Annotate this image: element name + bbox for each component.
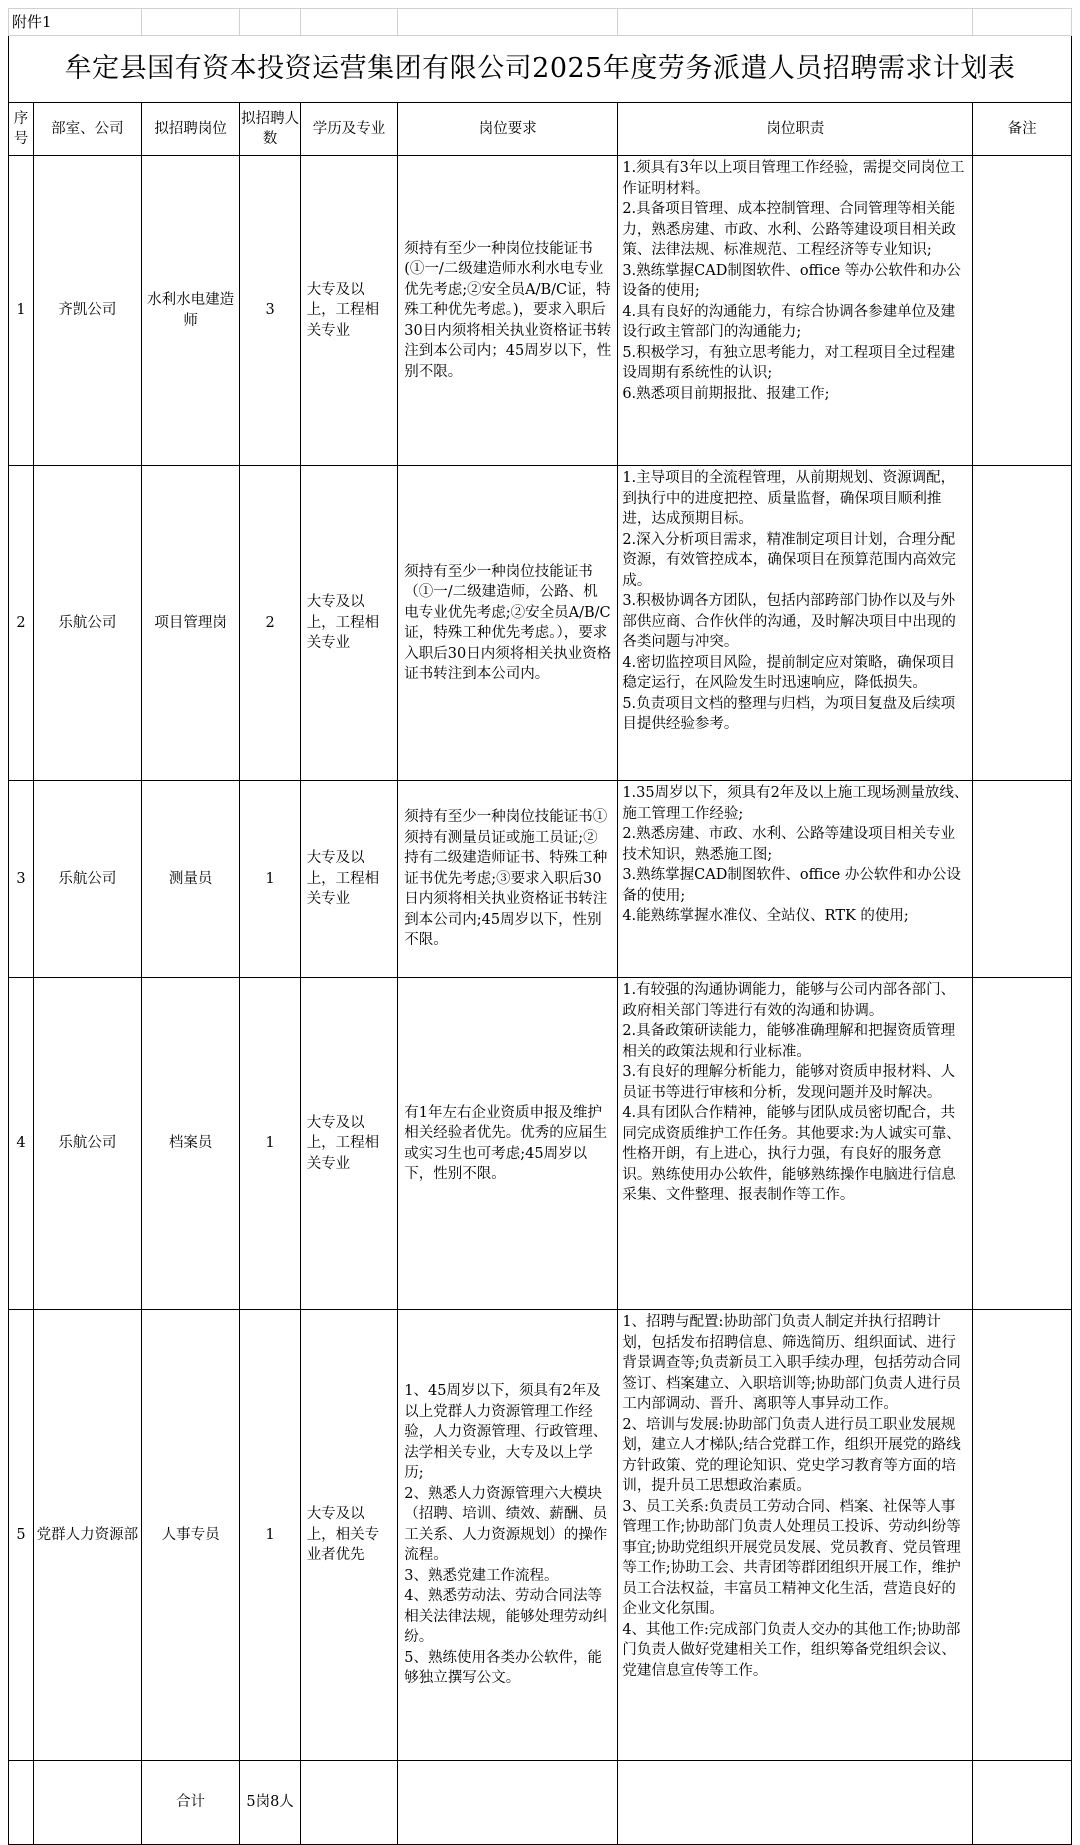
header-requirements: 岗位要求 xyxy=(398,103,618,156)
recruitment-plan-sheet xyxy=(8,8,1072,1814)
table-row xyxy=(9,978,1072,1310)
cell-position: 水利水电建造师 xyxy=(141,156,240,466)
cell-duties xyxy=(618,1310,973,1761)
cell-education: 大专及以上，工程相关专业 xyxy=(300,466,398,781)
duty-item: 3.有良好的理解分析能力，能够对资质申报材料、人员证书等进行审核和分析，发现问题并及时解决。 xyxy=(622,1064,956,1101)
attachment-label: 附件1 xyxy=(9,9,142,36)
cell-education: 大专及以上，工程相关专业 xyxy=(300,156,398,466)
cell-requirements xyxy=(398,1310,618,1761)
total-row xyxy=(9,1761,1072,1845)
cell-duties xyxy=(618,781,973,978)
duty-item: 2.深入分析项目需求，精准制定项目计划，合理分配资源，有效管控成本，确保项目在预算范围内高效完成。 xyxy=(622,531,956,589)
cell-notes xyxy=(973,978,1072,1310)
cell-dept: 齐凯公司 xyxy=(33,156,141,466)
cell-dept: 乐航公司 xyxy=(33,466,141,781)
cell-duties xyxy=(618,978,973,1310)
cell-education: 大专及以上，工程相关专业 xyxy=(300,978,398,1310)
cell-education: 大专及以上，工程相关专业 xyxy=(300,781,398,978)
header-duties: 岗位职责 xyxy=(618,103,973,156)
cell-dept: 党群人力资源部 xyxy=(33,1310,141,1761)
duty-item: 1.须具有3年以上项目管理工作经验，需提交同岗位工作证明材料。 xyxy=(622,160,965,197)
header-dept: 部室、公司 xyxy=(33,103,141,156)
duty-item: 1.35周岁以下，须具有2年及以上施工现场测量放线、施工管理工作经验; xyxy=(622,785,969,822)
cell-count: 1 xyxy=(240,978,300,1310)
duty-item: 3.熟练掌握CAD制图软件、office 等办公软件和办公设备的使用; xyxy=(622,262,961,299)
duty-item: 2.具备政策研读能力，能够准确理解和把握资质管理相关的政策法规和行业标准。 xyxy=(622,1023,956,1060)
duty-item: 2、培训与发展:协助部门负责人进行员工职业发展规划，建立人才梯队;结合党群工作，组织开展党的路线方针政策、党的理论知识、党史学习教育等方面的培训，提升员工思想政治素质。 xyxy=(622,1416,961,1494)
duty-item: 4、其他工作:完成部门负责人交办的其他工作;协助部门负责人做好党建相关工作，组织筹备党组织会议、党建信息宣传等工作。 xyxy=(622,1621,961,1679)
requirement-item: 3、熟悉党建工作流程。 xyxy=(404,1567,559,1584)
duty-item: 4.具有团队合作精神，能够与团队成员密切配合，共同完成资质维护工作任务。其他要求:为人诚实可靠、性格开朗，有上进心，执行力强，有良好的服务意识。熟练使用办公软件，能够熟练操作电脑进行信息采集、文件整理、报表制作等工作。 xyxy=(622,1105,961,1203)
duty-item: 1、招聘与配置:协助部门负责人制定并执行招聘计划，包括发布招聘信息、筛选简历、组织面试、进行背景调查等;负责新员工入职手续办理，包括劳动合同签订、档案建立、入职培训等;协助部门负责人进行员工内部调动、晋升、离职等人事异动工作。 xyxy=(622,1314,961,1412)
duty-item: 4.具有良好的沟通能力，有综合协调各参建单位及建设行政主管部门的沟通能力; xyxy=(622,303,956,340)
table-row xyxy=(9,1310,1072,1761)
cell-requirements: 须持有至少一种岗位技能证书①须持有测量员证或施工员证;②持有二级建造师证书、特殊工种证书优先考虑;③要求入职后30日内须将相关执业资格证书转注到本公司内;45周岁以下，性别不限。 xyxy=(398,781,618,978)
duty-item: 4.能熟练掌握水准仪、全站仪、RTK 的使用; xyxy=(622,908,909,924)
cell-seq: 5 xyxy=(9,1310,34,1761)
cell-count: 2 xyxy=(240,466,300,781)
cell-requirements: 须持有至少一种岗位技能证书（①一/二级建造师，公路、机电专业优先考虑;②安全员A/B/C证，特殊工种优先考虑。），要求入职后30日内须将相关执业资格证书转注到本公司内。 xyxy=(398,466,618,781)
table-row xyxy=(9,781,1072,978)
cell-notes xyxy=(973,781,1072,978)
cell-seq: 4 xyxy=(9,978,34,1310)
requirement-item: 1、45周岁以下，须具有2年及以上党群人力资源管理工作经验，人力资源管理、行政管理、法学相关专业，大专及以上学历; xyxy=(404,1383,608,1482)
title-row xyxy=(9,36,1072,103)
cell-notes xyxy=(973,1310,1072,1761)
cell-count: 3 xyxy=(240,156,300,466)
cell-position: 档案员 xyxy=(141,978,240,1310)
requirement-item: 4、熟悉劳动法、劳动合同法等相关法律法规，能够处理劳动纠纷。 xyxy=(404,1588,608,1646)
cell-dept: 乐航公司 xyxy=(33,978,141,1310)
header-count: 拟招聘人数 xyxy=(240,103,300,156)
cell-notes xyxy=(973,466,1072,781)
cell-count: 1 xyxy=(240,781,300,978)
cell-requirements: 须持有至少一种岗位技能证书(①一/二级建造师水利水电专业优先考虑;②安全员A/B/C证，特殊工种优先考虑。)，要求入职后30日内须将相关执业资格证书转注到本公司内；45周岁以下，性别不限。 xyxy=(398,156,618,466)
duty-item: 6.熟悉项目前期报批、报建工作; xyxy=(622,385,830,402)
duty-item: 1.主导项目的全流程管理，从前期规划、资源调配，到执行中的进度把控、质量监督，确保项目顺利推进，达成预期目标。 xyxy=(622,470,956,527)
page-title: 牟定县国有资本投资运营集团有限公司2025年度劳务派遣人员招聘需求计划表 xyxy=(9,36,1072,103)
duty-item: 5.负责项目文档的整理与归档，为项目复盘及后续项目提供经验参考。 xyxy=(622,695,956,732)
duty-item: 2.具备项目管理、成本控制管理、合同管理等相关能力，熟悉房建、市政、水利、公路等建设项目相关政策、法律法规、标准规范、工程经济等专业知识; xyxy=(622,201,956,258)
duty-item: 3.积极协调各方团队，包括内部跨部门协作以及与外部供应商、合作伙伴的沟通，及时解决项目中出现的各类问题与冲突。 xyxy=(622,593,956,650)
table-row xyxy=(9,156,1072,466)
recruitment-table xyxy=(8,8,1072,1845)
header-education: 学历及专业 xyxy=(300,103,398,156)
duty-item: 3.熟练掌握CAD制图软件、office 办公软件和办公设备的使用; xyxy=(622,867,961,904)
cell-seq: 3 xyxy=(9,781,34,978)
cell-duties xyxy=(618,466,973,781)
requirement-item: 2、熟悉人力资源管理六大模块（招聘、培训、绩效、薪酬、员工关系、人力资源规划）的操作流程。 xyxy=(404,1485,608,1564)
header-seq: 序号 xyxy=(9,103,34,156)
attachment-row xyxy=(9,9,1072,36)
total-value: 5岗8人 xyxy=(240,1761,300,1845)
table-row xyxy=(9,466,1072,781)
cell-count: 1 xyxy=(240,1310,300,1761)
total-label: 合计 xyxy=(141,1761,240,1845)
duty-item: 4.密切监控项目风险，提前制定应对策略，确保项目稳定运行，在风险发生时迅速响应，降低损失。 xyxy=(622,654,956,691)
header-position: 拟招聘岗位 xyxy=(141,103,240,156)
cell-position: 测量员 xyxy=(141,781,240,978)
cell-seq: 1 xyxy=(9,156,34,466)
header-notes: 备注 xyxy=(973,103,1072,156)
cell-requirements: 有1年左右企业资质申报及维护相关经验者优先。优秀的应届生或实习生也可考虑;45周岁以下，性别不限。 xyxy=(398,978,618,1310)
duty-item: 5.积极学习，有独立思考能力，对工程项目全过程建设周期有系统性的认识; xyxy=(622,344,956,381)
cell-dept: 乐航公司 xyxy=(33,781,141,978)
duty-item: 3、员工关系:负责员工劳动合同、档案、社保等人事管理工作;协助部门负责人处理员工投诉、劳动纠纷等事宜;协助党组织开展党员发展、党员教育、党员管理等工作;协助工会、共青团等群团组织开展工作，维护员工合法权益，丰富员工精神文化生活，营造良好的企业文化氛围。 xyxy=(622,1498,961,1617)
header-row xyxy=(9,103,1072,156)
cell-duties xyxy=(618,156,973,466)
requirement-item: 5、熟练使用各类办公软件，能够独立撰写公文。 xyxy=(404,1649,602,1687)
cell-seq: 2 xyxy=(9,466,34,781)
duty-item: 2.熟悉房建、市政、水利、公路等建设项目相关专业技术知识，熟悉施工图; xyxy=(622,826,956,863)
cell-position: 人事专员 xyxy=(141,1310,240,1761)
cell-notes xyxy=(973,156,1072,466)
cell-education: 大专及以上，相关专业者优先 xyxy=(300,1310,398,1761)
duty-item: 1.有较强的沟通协调能力，能够与公司内部各部门、政府相关部门等进行有效的沟通和协调。 xyxy=(622,982,956,1019)
cell-position: 项目管理岗 xyxy=(141,466,240,781)
